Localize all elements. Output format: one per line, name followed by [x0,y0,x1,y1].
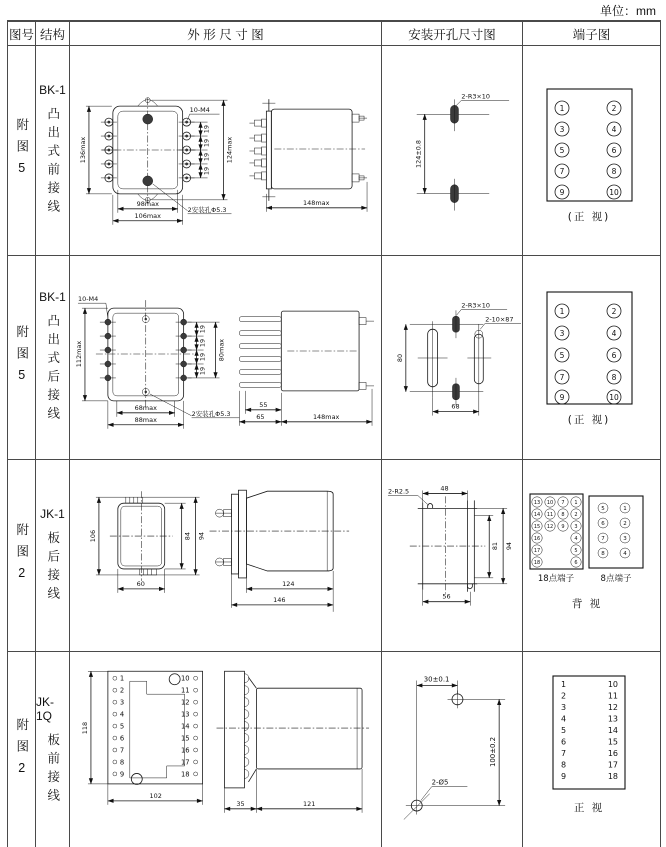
terminal-num: 2 [623,520,627,527]
bk1-front-wiring-outline-drawing [70,46,381,255]
terminal-num: 1 [559,306,565,316]
bk1-rear-wiring-outline-drawing [70,256,381,459]
pin-num: 1 [119,674,125,683]
terminal-num: 18 [607,772,618,781]
unit-label: 单位：mm [600,4,656,18]
bk1-side-view [249,99,367,212]
thread-label-10M4: 10-M4 [189,106,210,115]
dim-label-118: 118 [80,721,89,735]
mounting-holes-label: 2安装孔Φ5.3 [191,409,231,418]
dim-label-60: 60 [136,579,145,588]
fig-no-cell-row2 [8,256,36,460]
dim-label-19c: 19 [198,352,207,362]
jk1q-side-view [217,671,370,813]
terminal-num: 9 [561,772,567,781]
terminal-num: 1 [559,103,565,113]
terminal-num: 2 [611,103,617,113]
terminal-cell-row4 [523,652,660,847]
terminal-num: 17 [533,547,541,554]
terminal-num: 13 [607,714,618,724]
dim-label-148max: 148max [302,198,330,207]
outline-cell-row1 [70,46,382,256]
side-terminals [249,119,266,180]
model-row2: BK-1 [39,290,66,304]
col-header-structure: 结构 [36,22,70,46]
model-row3: JK-1 [40,506,65,521]
dim-label-136max: 136max [78,136,87,164]
jk1q-mounting-hole-drawing [382,652,522,847]
bk1-front-mounting-hole-drawing [382,46,522,255]
terminal-num: 2 [574,511,578,518]
terminal-num: 2 [611,306,617,316]
dim-label-124max: 124max [225,136,234,164]
mounting-cell-row4 [382,652,523,847]
terminal-num: 1 [623,505,627,512]
pin-num: 4 [119,710,125,719]
terminal-block-8pt [598,503,630,558]
terminal-num: 2 [561,691,567,701]
terminal-circles [555,304,621,404]
terminal-num: 11 [607,691,618,701]
outline-cell-row3 [70,460,382,652]
terminal-num: 7 [559,166,565,176]
terminal-block-18pt [532,497,581,567]
terminal-num: 9 [561,523,565,530]
view-caption: 背 视 [571,598,603,610]
hole-label-2d5: 2-Ø5 [431,778,449,787]
view-caption: (正 视) [567,414,611,426]
dim-label-100: 100±0.2 [489,736,498,768]
col-header-mounting-hole-dims: 安装开孔尺寸图 [382,22,523,46]
pin-num: 2 [119,686,125,695]
terminal-circles [555,101,621,199]
terminal-num: 6 [601,520,605,527]
dim-label-35: 35 [236,799,245,808]
terminal-num: 9 [559,187,565,197]
bk1-rear-side-view [239,311,374,426]
terminal-num: 5 [574,547,578,554]
outline-cell-row4 [70,652,382,847]
structure-cell-row4 [36,652,70,847]
structure-cell-row1 [36,46,70,256]
terminal-num: 13 [533,499,541,506]
block-label-18pt: 18点端子 [537,574,575,584]
terminal-cell-row1 [523,46,660,256]
dim-label-94: 94 [505,541,514,551]
terminal-num: 7 [561,749,567,758]
dim-label-19a: 19 [202,124,211,134]
mounting-holes-label: 2安装孔Φ5.3 [187,205,227,214]
pin-num: 14 [181,722,190,731]
terminal-num: 10 [607,680,618,689]
dim-label-94: 94 [197,531,206,541]
terminal-num: 5 [559,145,565,155]
jk1q-terminal-diagram [523,652,660,847]
terminal-num: 8 [561,511,565,518]
terminal-num: 4 [611,124,617,134]
terminal-num: 17 [607,760,618,770]
thread-label-10M4: 10-M4 [77,295,99,304]
dim-label-80max: 80max [217,338,226,362]
terminal-num: 5 [559,350,565,360]
dim-label-121: 121 [303,799,316,808]
mounting-cell-row1 [382,46,523,256]
col-header-terminal-diagram [523,22,660,46]
slot-label-2-10x87: 2-10×87 [485,315,514,324]
terminal-num: 6 [611,350,617,360]
terminal-num: 12 [607,703,618,712]
terminal-num: 5 [561,726,567,735]
terminal-num: 4 [574,535,578,542]
view-caption: 正 视 [573,802,605,814]
dim-label-68: 68 [451,402,460,411]
terminal-num: 5 [601,505,605,512]
dim-label-106: 106 [88,529,97,543]
dim-label-19b: 19 [202,138,211,148]
terminal-num: 4 [623,550,627,557]
mounting-cell-row2 [382,256,523,460]
slot-label-2R3x10: 2-R3×10 [461,92,491,101]
jk1q-outline-drawing [70,652,381,847]
terminal-cell-row2 [523,256,660,460]
dim-label-81: 81 [491,541,500,551]
fig-no-row3: 附图2 [14,522,29,589]
bk1-rear-mounting-hole-drawing [382,256,522,459]
pin-num: 10 [181,674,190,683]
pin-num: 15 [181,734,190,743]
dim-label-30: 30±0.1 [423,675,450,684]
dim-label-19a: 19 [198,324,207,334]
fig-no-row4: 附图2 [14,718,29,784]
structure-desc-row3: 板后接线 [45,530,60,605]
terminal-num: 1 [561,680,567,689]
dim-label-124: 124 [282,579,295,588]
structure-desc-row2: 凸出式后接线 [45,314,60,425]
pin-num: 3 [119,698,125,707]
jk1-front-view [89,491,206,593]
fig-no-row2: 附图5 [14,324,29,391]
dim-label-98max: 98max [136,199,159,208]
terminal-num: 3 [559,328,565,338]
terminal-num: 12 [546,523,554,530]
terminal-num: 6 [561,737,567,747]
terminal-num: 11 [546,511,554,518]
dim-label-148max: 148max [312,412,340,421]
terminal-num: 3 [623,535,627,542]
bk1-rear-front-view [96,300,198,409]
bk1-front-terminal-diagram [523,46,660,255]
dim-label-146: 146 [273,595,286,604]
terminal-num: 8 [561,760,567,770]
model-row1: BK-1 [39,83,66,97]
pin-num: 6 [119,734,125,743]
fig-no-cell-row1 [8,46,36,256]
pin-num: 12 [181,698,190,707]
dim-label-124pm: 124±0.8 [414,140,423,168]
front-pins-left [113,675,124,779]
structure-cell-row3 [36,460,70,652]
terminal-numbers-right [608,680,618,781]
pin-num: 13 [181,710,190,719]
dim-label-112max: 112max [74,340,83,368]
terminal-num: 14 [533,511,541,518]
terminal-num: 7 [601,535,605,542]
fig-no-cell-row3 [8,460,36,652]
dimension-table [7,20,661,847]
dim-label-80: 80 [395,353,404,363]
pin-num: 7 [119,746,125,755]
left-terminals [101,118,117,182]
terminal-num: 6 [611,145,617,155]
terminal-num: 10 [609,392,619,402]
model-row4: JK-1Q [36,695,54,723]
terminal-num: 8 [611,166,617,176]
pin-num: 5 [119,722,125,731]
fig-no-cell-row4 [8,652,36,847]
jk1q-front-view [81,671,203,805]
terminal-num: 15 [607,737,618,747]
terminal-num: 14 [607,726,618,735]
terminal-num: 8 [611,372,617,382]
terminal-num: 1 [574,499,578,506]
terminal-num: 16 [533,535,541,542]
dimensions-front [79,100,234,225]
terminal-num: 16 [607,749,618,758]
pin-num: 11 [181,686,190,695]
radius-label-2R25: 2-R2.5 [387,487,410,496]
jk1-outline-drawing [70,460,381,651]
dim-label-68max: 68max [134,403,157,412]
block-label-8pt: 8点端子 [600,574,632,584]
dim-label-19d: 19 [202,166,211,176]
jk1-terminal-diagram [523,460,660,651]
terminal-num: 7 [561,499,565,506]
terminal-num: 6 [574,559,578,566]
terminal-num: 9 [559,392,565,402]
front-pins-right [181,675,198,779]
col-header-outline-dims: 外 形 尺 寸 图 [70,22,382,46]
fig-no-row1: 附图5 [14,117,29,184]
dim-label-19b: 19 [198,338,207,348]
slot-label-2R3x10: 2-R3×10 [461,301,491,310]
structure-desc-row1: 凸出式前接线 [45,107,60,218]
pin-num: 8 [119,758,125,767]
terminal-num: 10 [546,499,554,506]
structure-cell-row2 [36,256,70,460]
terminal-num: 3 [574,523,578,530]
dim-label-55: 55 [259,400,268,409]
pin-num: 9 [119,770,125,779]
terminal-cell-row3 [523,460,660,652]
terminal-num: 18 [533,559,541,566]
terminal-numbers-left [561,680,566,781]
jk1-side-view [210,490,350,612]
view-caption: (正 视) [567,211,611,223]
dim-label-102: 102 [149,791,162,800]
jk1-mounting-hole-drawing [382,460,522,651]
terminal-num: 4 [561,714,567,724]
terminal-num: 7 [559,372,565,382]
terminal-num: 4 [611,328,617,338]
dim-label-56: 56 [442,592,451,601]
dim-label-106max: 106max [134,211,161,220]
bk1-rear-terminal-diagram [523,256,660,459]
bk1-front-view [101,98,196,204]
structure-desc-row4: 板前接线 [45,733,60,807]
pin-num: 18 [181,770,190,779]
terminal-num: 15 [533,523,541,530]
dim-label-65: 65 [256,412,265,421]
terminal-num: 3 [561,703,567,712]
dimensions-front [75,295,239,429]
dim-label-88max: 88max [134,415,157,424]
terminal-num: 3 [559,124,565,134]
dim-label-48: 48 [440,484,449,493]
dim-label-19d: 19 [198,366,207,376]
pin-num: 17 [181,758,190,767]
dim-label-19c: 19 [202,152,211,162]
col-header-terminal-label: 端子图 [572,27,611,42]
mounting-cell-row3 [382,460,523,652]
pin-num: 16 [181,746,190,755]
terminal-num: 10 [609,187,619,197]
dim-label-84: 84 [183,531,192,541]
outline-cell-row2 [70,256,382,460]
col-header-figure-no: 图号 [8,22,36,46]
terminal-num: 8 [601,550,605,557]
